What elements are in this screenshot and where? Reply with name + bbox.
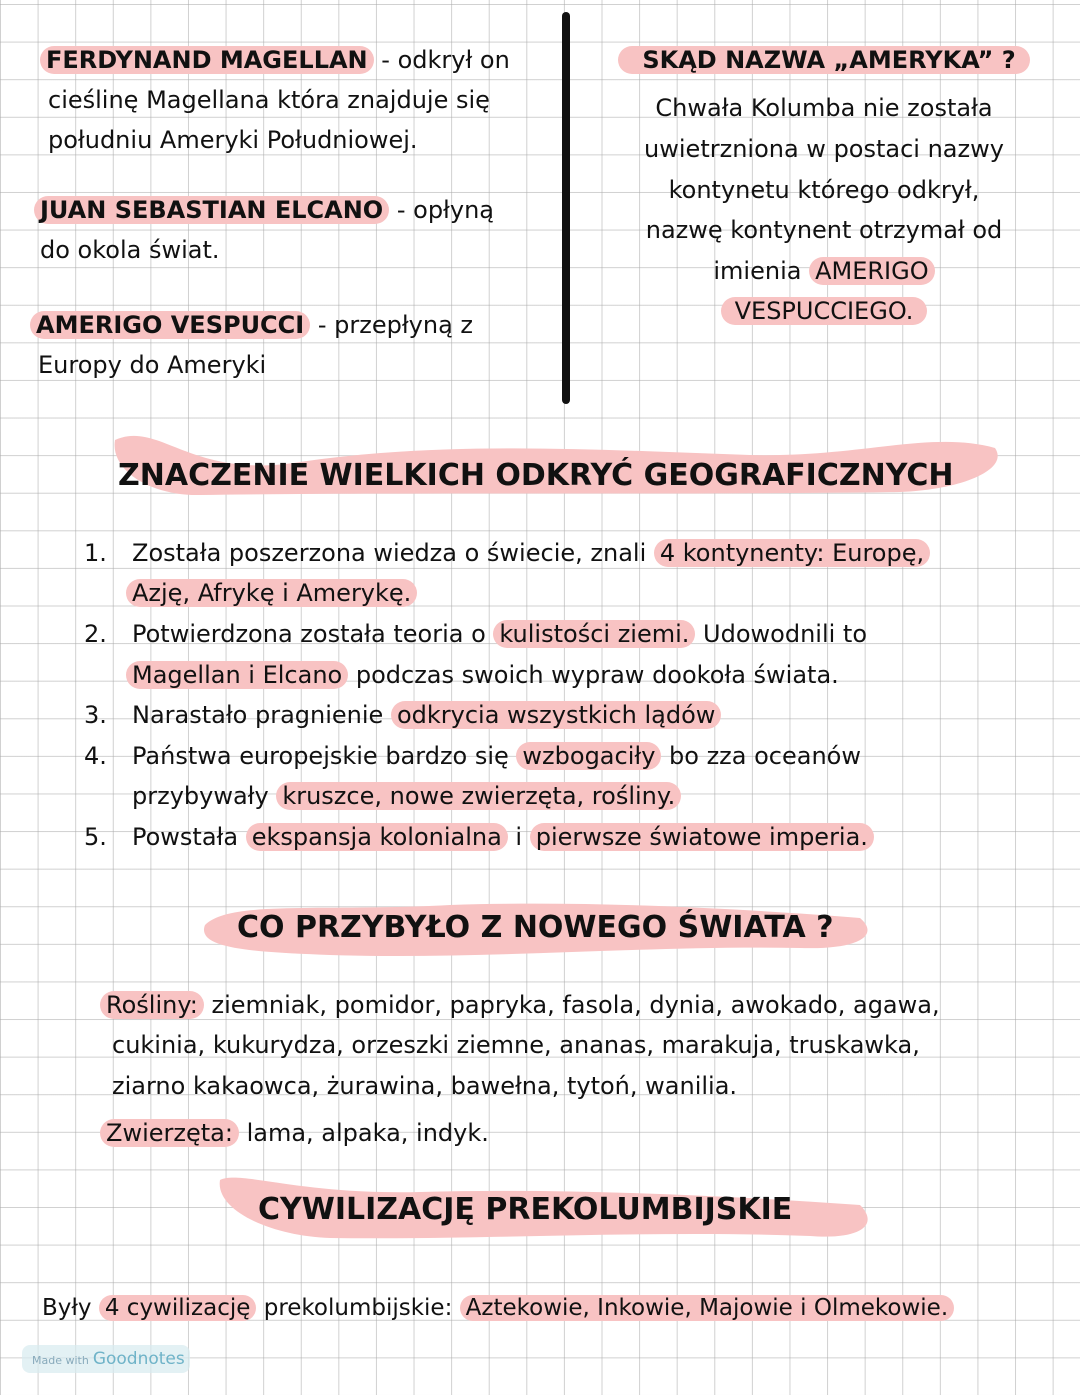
civilizations-line	[42, 1292, 954, 1324]
civ-text: prekolumbijskie:	[256, 1295, 460, 1321]
item-text: podczas swoich wypraw dookoła świata.	[348, 661, 839, 689]
item-highlight: ekspansja kolonialna	[246, 823, 508, 851]
list-number: 1.	[84, 539, 107, 567]
animals-line	[100, 1117, 489, 1149]
magellan-line-3: południu Ameryki Południowej.	[48, 126, 418, 154]
item-text: przybywały	[132, 782, 277, 810]
item-highlight: pierwsze światowe imperia.	[530, 823, 874, 851]
list-item-1	[132, 537, 930, 569]
america-heading	[604, 44, 1044, 76]
list-item-2	[132, 618, 867, 650]
item-text: Udowodnili to	[695, 620, 868, 648]
civilizations-title: CYWILIZACJĘ PREKOLUMBIJSKIE	[258, 1192, 793, 1227]
item-text: i	[507, 823, 530, 851]
list-item-1-cont	[126, 577, 417, 609]
new-world-title: CO PRZYBYŁO Z NOWEGO ŚWIATA ?	[237, 910, 834, 945]
vespucci-name: AMERIGO VESPUCCI	[30, 311, 310, 339]
item-highlight: kulistości ziemi.	[493, 620, 695, 648]
elcano-name: JUAN SEBASTIAN ELCANO	[34, 196, 389, 224]
america-line-3: kontynetu którego odkrył,	[668, 176, 980, 204]
item-text: Powstała	[132, 823, 246, 851]
item-highlight: wzbogaciły	[516, 742, 661, 770]
significance-title: ZNACZENIE WIELKICH ODKRYĆ GEOGRAFICZNYCH	[118, 458, 954, 493]
plants-text: ziemniak, pomidor, papryka, fasola, dynia, awokado, agawa,	[203, 991, 940, 1019]
badge-brand: Goodnotes	[92, 1349, 185, 1369]
badge-prefix: Made with	[32, 1354, 89, 1367]
america-highlight-vespucciego: VESPUCCIEGO.	[721, 297, 928, 325]
america-line-5-text: imienia	[713, 257, 810, 285]
plants-label: Rośliny:	[100, 991, 204, 1019]
list-item-2-cont	[126, 659, 839, 691]
america-line-2: uwietrzniona w postaci nazwy	[644, 135, 1004, 163]
america-line-5	[604, 255, 1044, 287]
magellan-line-1	[40, 44, 510, 76]
vespucci-line-2: Europy do Ameryki	[38, 351, 267, 379]
list-number: 2.	[84, 620, 107, 648]
list-number: 3.	[84, 701, 107, 729]
america-line-6	[604, 295, 1044, 327]
goodnotes-badge	[22, 1345, 190, 1373]
elcano-line-2: do okola świat.	[40, 236, 220, 264]
plants-line-1	[100, 989, 940, 1021]
list-item-3	[132, 699, 721, 731]
list-item-4	[132, 740, 861, 772]
magellan-desc: - odkrył on	[373, 46, 510, 74]
animals-label: Zwierzęta:	[100, 1119, 239, 1147]
item-highlight: kruszce, nowe zwierzęta, rośliny.	[276, 782, 681, 810]
column-divider	[562, 12, 570, 404]
list-number: 4.	[84, 742, 107, 770]
list-item-4-cont	[132, 780, 681, 812]
animals-text: lama, alpaka, indyk.	[238, 1119, 489, 1147]
magellan-name: FERDYNAND MAGELLAN	[40, 46, 374, 74]
item-text: bo zza oceanów	[661, 742, 861, 770]
item-highlight: Azję, Afrykę i Amerykę.	[126, 579, 417, 607]
magellan-line-2: cieślinę Magellana która znajduje się	[48, 86, 490, 114]
vespucci-desc: - przepłyną z	[310, 311, 474, 339]
civ-text: Były	[42, 1295, 99, 1321]
america-heading-text: SKĄD NAZWA „AMERYKA” ?	[618, 46, 1029, 74]
item-text: Narastało pragnienie	[132, 701, 391, 729]
item-highlight: odkrycia wszystkich lądów	[391, 701, 721, 729]
america-highlight-amerigo: AMERIGO	[809, 257, 935, 285]
item-text: Została poszerzona wiedza o świecie, znali	[132, 539, 654, 567]
civ-highlight: Aztekowie, Inkowie, Majowie i Olmekowie.	[460, 1295, 954, 1321]
item-highlight: Magellan i Elcano	[126, 661, 348, 689]
civ-highlight: 4 cywilizację	[99, 1295, 257, 1321]
item-text: Państwa europejskie bardzo się	[132, 742, 517, 770]
america-line-1: Chwała Kolumba nie została	[655, 94, 993, 122]
elcano-line-1	[34, 194, 494, 226]
plants-line-3: ziarno kakaowca, żurawina, bawełna, tytoń, wanilia.	[112, 1072, 738, 1100]
plants-line-2: cukinia, kukurydza, orzeszki ziemne, ananas, marakuja, truskawka,	[112, 1031, 920, 1059]
list-number: 5.	[84, 823, 107, 851]
item-highlight: 4 kontynenty: Europę,	[654, 539, 930, 567]
list-item-5	[132, 821, 874, 853]
america-line-4: nazwę kontynent otrzymał od	[645, 216, 1003, 244]
elcano-desc: - opłyną	[389, 196, 494, 224]
item-text: Potwierdzona została teoria o	[132, 620, 494, 648]
vespucci-line-1	[30, 309, 473, 341]
